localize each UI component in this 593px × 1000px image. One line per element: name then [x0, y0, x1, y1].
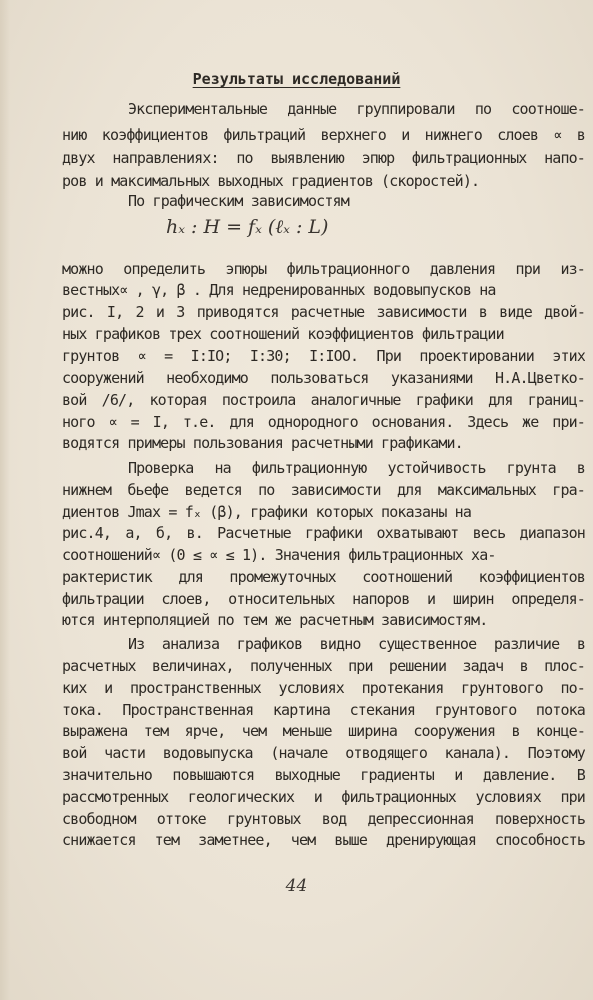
text-line: Проверка на фильтрационную устойчивость грунта в	[128, 459, 585, 477]
text-line: свободном оттоке грунтовых вод депрессионная поверхность	[62, 810, 585, 828]
text-line: выражена тем ярче, чем меньше ширина сооружения в конце-	[62, 722, 585, 740]
text-line: рактеристик для промежуточных соотношений коэффициентов	[62, 568, 585, 586]
text-line: сооружений необходимо пользоваться указаниями Н.А.Цветко-	[62, 369, 585, 387]
page-number: 44	[285, 876, 308, 896]
text-line: рис.4, а, б, в. Расчетные графики охватывают весь диапазон	[62, 524, 585, 542]
text-line: тока. Пространственная картина стекания грунтового потока	[62, 701, 585, 719]
text-line: рассмотренных геологических и фильтрационных условиях при	[62, 788, 585, 806]
text-line: грунтов ∝ = I:IO; I:30; I:IOO. При проектировании этих	[62, 347, 585, 365]
section-title: Результаты исследований	[192, 70, 401, 88]
text-line: вой части водовыпуска (начале отводящего канала). Поэтому	[62, 744, 585, 762]
text-line: двух направлениях: по выявлению эпюр фильтрационных напо-	[62, 149, 585, 167]
text-line: ких и пространственных условиях протекания грунтового по-	[62, 679, 585, 697]
text-line: ного ∝ = I, т.е. для однородного основания. Здесь же при-	[62, 413, 585, 431]
text-line: фильтрации слоев, относительных напоров и ширин определя-	[62, 590, 585, 608]
text-line: Экспериментальные данные группировали по соотноше-	[128, 100, 585, 118]
text-line: можно определить эпюры фильтрационного давления при из-	[62, 260, 585, 278]
handwritten-formula: hₓ : H = fₓ (ℓₓ : L)	[166, 216, 329, 238]
text-line: ются интерполяцией по тем же расчетным зависимостям.	[62, 611, 488, 629]
text-line: снижается тем заметнее, чем выше дренирующая способность	[62, 831, 585, 849]
text-line: По графическим зависимостям	[128, 192, 349, 210]
text-line: ров и максимальных выходных градиентов (скоростей).	[62, 172, 480, 190]
text-line: вой /6/, которая построила аналогичные графики для границ-	[62, 391, 585, 409]
text-line: нижнем бьефе ведется по зависимости для максимальных гра-	[62, 481, 585, 499]
text-line: нию коэффициентов фильтраций верхнего и нижнего слоев ∝ в	[62, 126, 585, 144]
text-line: значительно повышаются выходные градиенты и давление. В	[62, 766, 585, 784]
text-line: вестных∝ , γ, β . Для недренированных водовыпусков на	[62, 281, 496, 299]
text-line: ных графиков трех соотношений коэффициентов фильтрации	[62, 325, 504, 343]
text-line: соотношений∝ (0 ≤ ∝ ≤ 1). Значения фильтрационных ха-	[62, 546, 496, 564]
text-line: рис. I, 2 и 3 приводятся расчетные зависимости в виде двой-	[62, 303, 585, 321]
text-line: диентов Jmax = fₓ (β), графики которых показаны на	[62, 503, 472, 521]
text-line: водятся примеры пользования расчетными графиками.	[62, 434, 463, 452]
text-line: расчетных величинах, полученных при решении задач в плос-	[62, 657, 585, 675]
text-line: Из анализа графиков видно существенное различие в	[128, 635, 585, 653]
